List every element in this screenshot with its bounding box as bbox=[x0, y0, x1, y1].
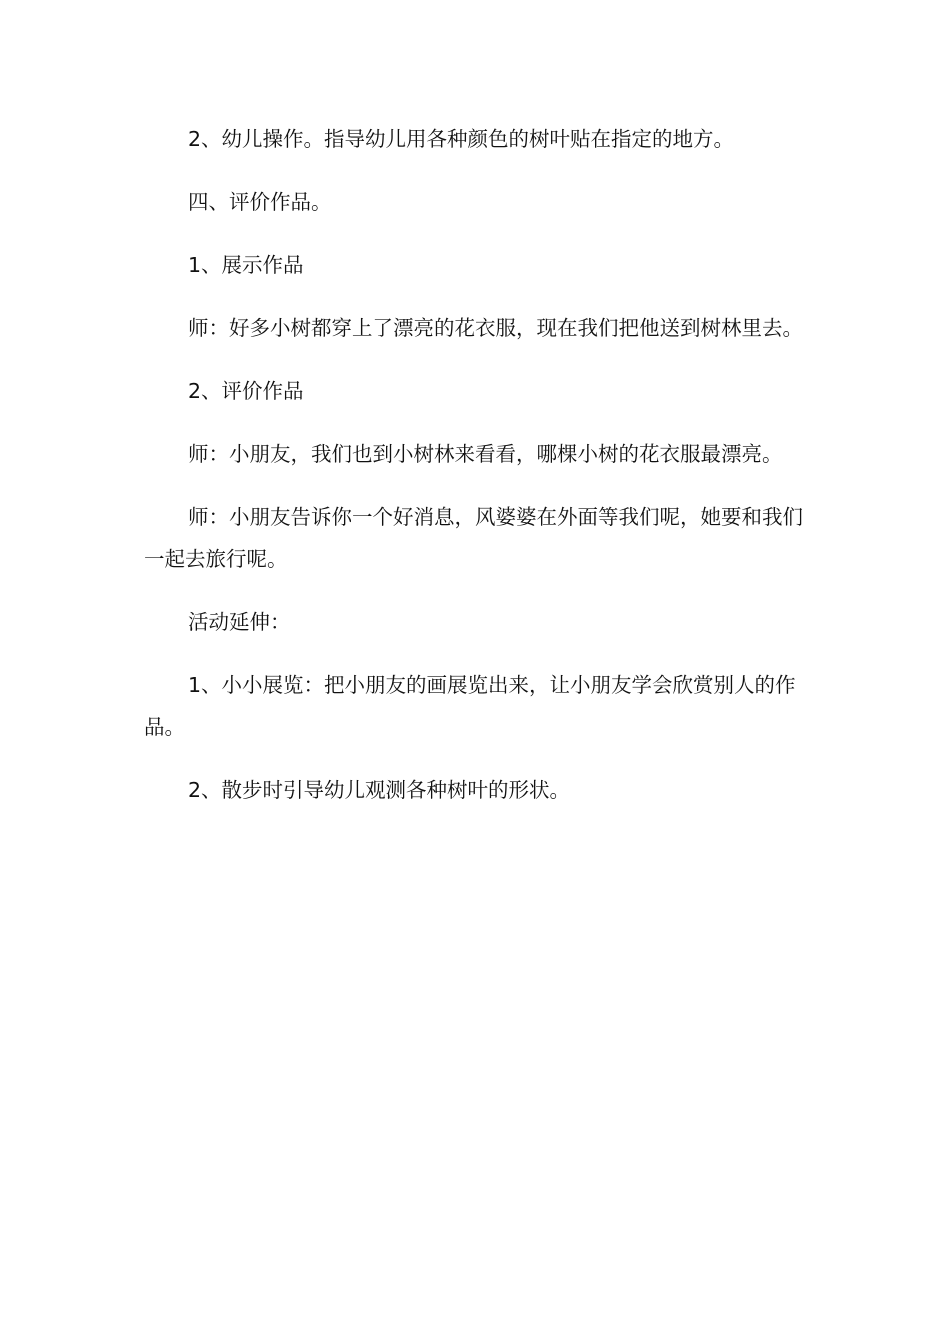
document-body bbox=[144, 118, 808, 832]
paragraph-walk-observe: 2、散步时引导幼儿观测各种树叶的形状。 bbox=[188, 778, 571, 802]
paragraph-exhibition: 1、小小展览：把小朋友的画展览出来，让小朋友学会欣赏别人的作品。 bbox=[144, 673, 796, 739]
paragraph-evaluate-works: 2、评价作品 bbox=[188, 379, 304, 403]
paragraph-section-evaluate: 四、评价作品。 bbox=[188, 190, 332, 214]
paragraph-activity-extension: 活动延伸： bbox=[188, 610, 291, 634]
paragraph-teacher-trees: 师：好多小树都穿上了漂亮的花衣服，现在我们把他送到树林里去。 bbox=[188, 316, 803, 340]
paragraph-child-operation: 2、幼儿操作。指导幼儿用各种颜色的树叶贴在指定的地方。 bbox=[188, 127, 735, 151]
paragraph-teacher-forest: 师：小朋友，我们也到小树林来看看，哪棵小树的花衣服最漂亮。 bbox=[188, 442, 783, 466]
paragraph-teacher-news: 师：小朋友告诉你一个好消息，风婆婆在外面等我们呢，她要和我们一起去旅行呢。 bbox=[144, 505, 803, 571]
paragraph-show-works: 1、展示作品 bbox=[188, 253, 304, 277]
